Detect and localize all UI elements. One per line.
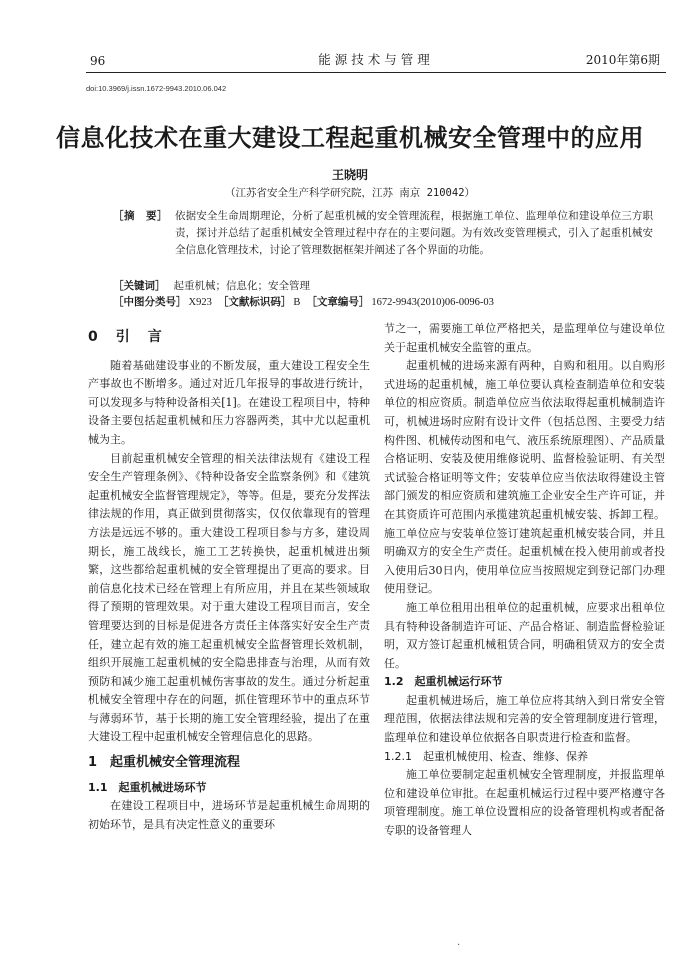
footer-mark: ·: [457, 940, 461, 951]
paragraph: 施工单位租用出租单位的起重机械，应要求出租单位具有特种设备制造许可证、产品合格证、制造监督检验证明，双方签订起重机械租赁合同，明确租赁双方的安全责任。: [384, 600, 665, 670]
classification-line: [113, 294, 500, 309]
paragraph: 在建设工程项目中，进场环节是起重机械生命周期的初始环节，是具有决定性意义的重要环: [88, 799, 370, 831]
section-heading-1-2-1: 1.2.1 起重机械使用、检查、维修、保养: [384, 749, 588, 763]
author: 王晓明: [331, 168, 368, 182]
paragraph: 目前起重机械安全管理的相关法律法规有《建设工程安全生产管理条例》、《特种设备安全监察条例》和《建筑起重机械安全监督管理规定》，等等。但是，要充分发挥法律法规的作用，真正做到贯彻落实，仅仅依靠现有的管理方法是远远不够的。重大建设工程项目参与方多，建设周期长，施工战线长，施工工艺转换快，起重机械进出频繁，这些都给起重机械的安全管理提出了更高的要求。目前信息化技术已经在管理上有所应用，并且在某些领域取得了预期的管理效果。对于重大建设工程项目而言，安全管理要达到的目标是促进各方责任主体落实好安全生产责任，建立起有效的施工起重机械安全监督管理长效机制，组织开展施工起重机械的安全隐患排查与治理，从而有效预防和减少施工起重机械伤害事故的发生。通过分析起重机械安全管理中存在的问题，抓住管理环节中的重点环节与薄弱环节，基于长期的施工安全管理经验，提出了在重大建设工程中起重机械安全管理信息化的思路。: [88, 451, 370, 744]
article-no-label: ［文章编号］: [306, 296, 370, 308]
doi: doi:10.3969/j.issn.1672-9943.2010.06.042: [86, 84, 227, 93]
keywords-label: ［关键词］: [113, 280, 166, 292]
clc-label: ［中图分类号］: [113, 296, 187, 308]
issue-info: 2010年第6期: [585, 53, 660, 67]
running-header: [86, 50, 666, 73]
journal-name: 能源技术与管理: [318, 52, 434, 67]
paragraph: 起重机械的进场来源有两种，自购和租用。以自购形式进场的起重机械，施工单位要认真检查制造单位和安装单位的相应资质。制造单位应当依法取得起重机械制造许可，机械进场时应附有设计文件（包括总图、主要受力结构件图、机械传动图和电气、液压系统原理图）、产品质量合格证明、安装及使用维修说明、监督检验证明、有关型式试验合格证明等文件；安装单位应当依法取得建设主管部门颁发的相应资质和建筑施工企业安全生产许可证，并在其资质许可范围内承揽建筑起重机械安装、拆卸工程。施工单位应与安装单位签订建筑起重机械安装合同，并且明确双方的安全生产责任。起重机械在投入使用前或者投入使用后30日内，使用单位应当按照规定到登记部门办理使用登记。: [384, 359, 665, 596]
section-heading-1: 1 起重机械安全管理流程: [88, 755, 241, 771]
left-column: [88, 320, 370, 834]
paragraph: 节之一，需要施工单位严格把关，是监理单位与建设单位关于起重机械安全监管的重点。: [384, 322, 665, 354]
abstract-label: ［摘 要］: [113, 210, 168, 222]
paragraph: 随着基础建设事业的不断发展，重大建设工程安全生产事故也不断增多。通过对近几年报导的事故进行统计，可以发现多与特种设备相关[1]。在建设工程项目中，特种设备主要包括起重机械和压力容器两类，其中尤以起重机械为主。: [88, 358, 370, 446]
section-heading-intro: 0 引 言: [88, 329, 164, 345]
doc-code-value: B: [293, 297, 301, 308]
section-heading-1-1: 1.1 起重机械进场环节: [88, 780, 207, 794]
section-heading-1-2: 1.2 起重机械运行环节: [384, 675, 503, 689]
paragraph: 施工单位要制定起重机械安全管理制度，并报监理单位和建设单位审批。在起重机械运行过程中要严格遵守各项管理制度。施工单位设置相应的设备管理机构或者配备专职的设备管理人: [384, 768, 665, 838]
affiliation: （江苏省安全生产科学研究院，江苏 南京 210042）: [224, 187, 476, 199]
right-column: [384, 320, 665, 841]
keywords: [113, 278, 310, 293]
article-title: 信息化技术在重大建设工程起重机械安全管理中的应用: [56, 124, 644, 152]
paragraph: 起重机械进场后，施工单位应将其纳入到日常安全管理范围，依据法律法规和完善的安全管理制度进行管理，监理单位和建设单位依据各自职责进行检查和监督。: [384, 693, 665, 745]
doc-code-label: ［文献标识码］: [217, 296, 292, 308]
abstract: [113, 208, 653, 259]
abstract-text: 依据安全生命周期理论，分析了起重机械的安全管理流程，根据施工单位、监理单位和建设单位三方职责，探讨并总结了起重机械安全管理过程中存在的主要问题。为有效改变管理模式，引入了起重机械安全信息化管理技术，讨论了管理数据框架并阐述了各个界面的功能。: [175, 210, 653, 256]
page-number: 96: [90, 54, 106, 68]
clc-value: X923: [188, 297, 212, 308]
keywords-text: 起重机械；信息化；安全管理: [173, 280, 310, 292]
article-no-value: 1672-9943(2010)06-0096-03: [371, 297, 494, 308]
